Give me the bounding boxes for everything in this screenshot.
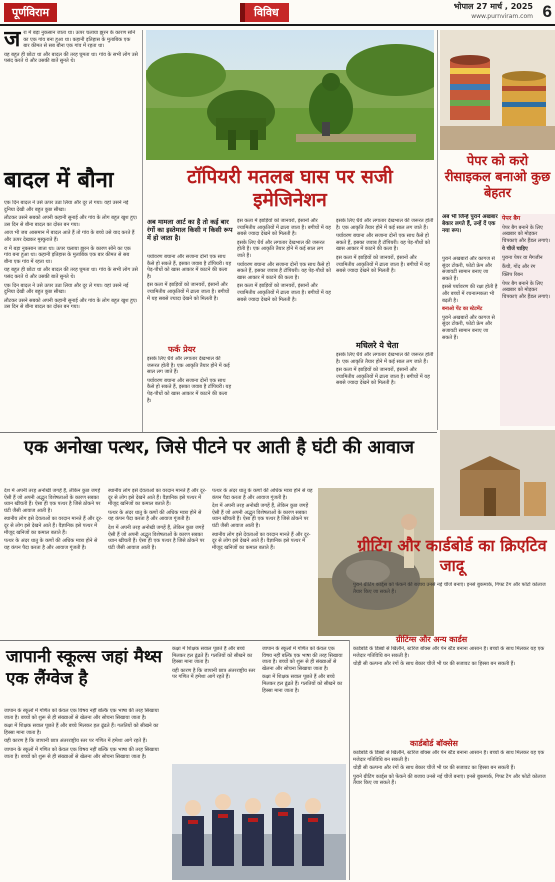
greeting-body-3 [353, 750, 553, 878]
greeting-body-2 [353, 646, 553, 732]
paragraph: देश में अपनी तरह अनोखी जगहें हैं, लेकिन कुछ जगहें ऐसी हैं जो अपनी अद्भुत विशेषताओं के कारण सबका ध्यान खींचती हैं। ऐसा ही एक पत्थर है जिसे ठोकने पर घंटी जैसी आवाज आती है। [212, 503, 309, 529]
paragraph: पुराने अखबारों और कागज से सुंदर टोकरी, फोटो फ्रेम और सजावटी सामान बनाए जा सकते हैं। [442, 314, 495, 341]
greeting-subhead-2: कार्डबोर्ड बॉक्सेस [410, 739, 458, 748]
paragraph: आज भी जब आसमान में बादल आते हैं तो गांव के बच्चे उसे याद करते हैं और ऊपर देखकर मुस्कुराते हैं। [4, 230, 135, 243]
list-item: ये चीजें चाहिए [502, 246, 528, 253]
column-divider [142, 30, 143, 432]
paragraph: इसके लिए धैर्य और लगातार देखभाल की जरूरत होती है। एक आकृति तैयार होने में कई साल लग जाते हैं। [147, 356, 230, 376]
paragraph: इस कला में झाड़ियों को जानवरों, इंसानों और ज्यामितीय आकृतियों में ढाला जाता है। बगीचों में यह सबसे ज्यादा देखने को मिलती है। [336, 254, 430, 275]
paragraph: इस कला में झाड़ियों को जानवरों, इंसानों और ज्यामितीय आकृतियों में ढाला जाता है। बगीचों में यह सबसे ज्यादा देखने को मिलती है। [237, 283, 331, 303]
horizontal-divider [0, 640, 349, 641]
paper-headline: पेपर को करो रीसाइकल बनाओ कुछ बेहतर [444, 154, 551, 201]
dwarf-dropcap: ज [4, 30, 21, 52]
topiary-body-col1b [147, 356, 233, 428]
paragraph: पुराने ग्रीटिंग कार्ड्स को फेंकने की बजाय उनसे नई चीजें बनाएं। इनसे बुकमार्क, गिफ्ट टैग और फोटो कोलाज तैयार किए जा सकते हैं। [353, 773, 546, 787]
site-url[interactable]: www.purnviram.com [471, 13, 533, 20]
column-divider [349, 640, 350, 880]
paragraph: कार्डबोर्ड के डिब्बों से खिलौने, स्टोरेज बॉक्स और पेन स्टैंड बनाना आसान है। बच्चों के साथ मिलकर यह एक मजेदार गतिविधि बन सकती है। [353, 646, 545, 659]
japan-body-col3 [262, 646, 346, 762]
topiary-illustration [146, 30, 434, 160]
horizontal-divider [0, 432, 437, 433]
paragraph: इस कला में झाड़ियों को जानवरों, इंसानों और ज्यामितीय आकृतियों में ढाला जाता है। बगीचों में यह सबसे ज्यादा देखने को मिलती है। [336, 367, 430, 387]
paragraph: पुराने ग्रीटिंग कार्ड्स को फेंकने की बजाय उनसे नई चीजें बनाएं। इनसे बुकमार्क, गिफ्ट टैग और फोटो कोलाज तैयार किए जा सकते हैं। [353, 582, 546, 595]
stone-body-col2 [108, 488, 208, 636]
paragraph: जापान के स्कूलों में गणित को केवल एक विषय नहीं बल्कि एक भाषा की तरह सिखाया जाता है। बच्चों को शुरू से ही संख्याओं से खेलना और सोचना सिखाया जाता है। [4, 708, 159, 721]
date-text: भोपाल 27 मार्च , 2025 [453, 2, 533, 11]
paragraph: पुराने अखबारों और कागज से सुंदर टोकरी, फोटो फ्रेम और सजावटी सामान बनाए जा सकते हैं। [442, 256, 495, 282]
school-illustration [172, 764, 346, 880]
paragraph: देश में अपनी तरह अनोखी जगहें हैं, लेकिन कुछ जगहें ऐसी हैं जो अपनी अद्भुत विशेषताओं के कारण सबका ध्यान खींचती हैं। ऐसा ही एक पत्थर है जिसे ठोकने पर घंटी जैसी आवाज आती है। [4, 488, 101, 514]
topiary-body-col3b [336, 352, 434, 428]
paragraph: इसके लिए धैर्य और लगातार देखभाल की जरूरत होती है। एक आकृति तैयार होने में कई साल लग जाते हैं। [336, 218, 434, 231]
paragraph: इस कला में झाड़ियों को जानवरों, इंसानों और ज्यामितीय आकृतियों में ढाला जाता है। बगीचों में यह सबसे ज्यादा देखने को मिलती है। [147, 282, 230, 302]
paragraph: पर्यावरण बचाना और सजाना दोनों एक साथ कैसे हो सकते हैं, इसका जवाब है टॉपियरी। यह पेड़-पौधों को खास आकार में काटने की कला है। [237, 261, 331, 281]
column-divider [437, 30, 438, 430]
school-children-photo [172, 764, 346, 880]
paragraph: पर्यावरण बचाना और सजाना दोनों एक साथ कैसे हो सकते हैं, इसका जवाब है टॉपियरी। यह पेड़-पौधों को खास आकार में काटने की कला है। [336, 233, 430, 253]
stone-body-col1 [4, 488, 104, 636]
topiary-byline: मधिलरे ये चेता [356, 341, 399, 350]
topiary-subhead: फर्क प्रेयर [168, 345, 196, 354]
paragraph: पेपर बैग बनाने के लिए अखबार को मोड़कर चिपकाएं और हैंडल लगाएं। [502, 280, 551, 300]
paper-craft-illustration [440, 30, 555, 150]
topiary-photo [146, 30, 434, 160]
topiary-headline: टॉपियरी मतलब घास पर सजी इमेजिनेशन [187, 166, 393, 211]
dwarf-body-cont [4, 200, 138, 428]
section-label: विविध [240, 3, 289, 22]
paragraph: लौटकर उसने सबको अपनी कहानी सुनाई और गांव के लोग बहुत खुश हुए। उस दिन से बौना बादल का दोस्त बन गया। [4, 215, 138, 228]
paragraph: कार्डबोर्ड के डिब्बों से खिलौने, स्टोरेज बॉक्स और पेन स्टैंड बनाना आसान है। बच्चों के साथ मिलकर यह एक मजेदार गतिविधि बन सकती है। [353, 750, 545, 763]
paragraph: यही कारण है कि जापानी छात्र अंतरराष्ट्रीय स्तर पर गणित में हमेशा आगे रहते हैं। [172, 667, 256, 681]
paragraph: जापान के स्कूलों में गणित को केवल एक विषय नहीं बल्कि एक भाषा की तरह सिखाया जाता है। बच्चों को शुरू से ही संख्याओं से खेलना और सोचना सिखाया जाता है। [262, 646, 343, 672]
topiary-body-col2 [237, 218, 332, 428]
paragraph: इसके लिए धैर्य और लगातार देखभाल की जरूरत होती है। एक आकृति तैयार होने में कई साल लग जाते हैं। [336, 352, 434, 365]
cardboard-craft-photo [440, 430, 555, 530]
paragraph: पत्थर के अंदर धातु के कणों की अधिक मात्रा होने से यह कंपन पैदा करता है और आवाज गूंजती है। [4, 538, 98, 551]
page-number: 6 [542, 2, 552, 21]
subhead: बनाओ पेंट का स्टेटमेंट [442, 306, 483, 313]
sidebar-title: पेपर बैग [502, 215, 521, 222]
paper-body [442, 256, 498, 426]
paragraph: जापान के स्कूलों में गणित को केवल एक विषय नहीं बल्कि एक भाषा की तरह सिखाया जाता है। बच्चों को शुरू से ही संख्याओं से खेलना और सोचना सिखाया जाता है। [4, 746, 159, 760]
paragraph: इस कला में झाड़ियों को जानवरों, इंसानों और ज्यामितीय आकृतियों में ढाला जाता है। बगीचों में यह सबसे ज्यादा देखने को मिलती है। [237, 218, 331, 238]
paper-sidebar [500, 214, 555, 426]
paragraph: एक दिन बादल ने उसे ऊपर उठा लिया और दूर ले गया। वहां उसने नई दुनिया देखी और बहुत कुछ सीखा। [4, 282, 129, 296]
greeting-body-1 [353, 582, 553, 632]
brand-logo: पूर्णविराम [4, 3, 57, 22]
paragraph: यह बहुत ही छोटा था और बादल की तरह घूमता था। गांव के सभी लोग उसे पसंद करते थे और उसकी बातें सुनते थे। [4, 267, 138, 280]
dwarf-body [4, 30, 138, 164]
paragraph: पर्यावरण बचाना और सजाना दोनों एक साथ कैसे हो सकते हैं, इसका जवाब है टॉपियरी। यह पेड़-पौधों को खास आकार में काटने की कला है। [147, 254, 232, 280]
paragraph: पत्थर के अंदर धातु के कणों की अधिक मात्रा होने से यह कंपन पैदा करता है और आवाज गूंजती है। [212, 488, 313, 501]
paper-lead: अब भी जिन्हें पुराने अखबार बेकार लगते हैं, उन्हें दें एक नया रूप। [442, 214, 498, 234]
paragraph: स्थानीय लोग इसे देवताओं का वरदान मानते हैं और दूर-दूर से लोग इसे देखने आते हैं। वैज्ञानिक इसे पत्थर में मौजूद खनिजों का कमाल बताते हैं। [108, 488, 207, 508]
paragraph: यही कारण है कि जापानी छात्र अंतरराष्ट्रीय स्तर पर गणित में हमेशा आगे रहते हैं। [4, 738, 148, 745]
paragraph: लौटकर उसने सबको अपनी कहानी सुनाई और गांव के लोग बहुत खुश हुए। उस दिन से बौना बादल का दोस्त बन गया। [4, 297, 138, 311]
stone-headline: एक अनोखा पत्थर, जिसे पीटने पर आती है घंटी की आवाज [24, 437, 414, 458]
japan-headline: जापानी स्कूल्स जहां मैथ्स एक लैंग्वेज है [6, 647, 162, 689]
japan-body-col1 [4, 708, 168, 878]
greeting-headline: ग्रीटिंग और कार्डबोर्ड का क्रिएटिव जादू [357, 536, 547, 575]
paragraph: कक्षा में शिक्षक सवाल पूछते हैं और बच्चे मिलकर हल ढूंढते हैं। गलतियों को सीखने का हिस्सा माना जाता है। [4, 723, 159, 736]
paragraph: पत्थर के अंदर धातु के कणों की अधिक मात्रा होने से यह कंपन पैदा करता है और आवाज गूंजती है। [108, 509, 202, 523]
list-item: कैंची, गोंद और रंग [502, 263, 536, 270]
list-item: पुराना पेपर या मैगजीन [502, 254, 543, 261]
paragraph: स्थानीय लोग इसे देवताओं का वरदान मानते हैं और दूर-दूर से लोग इसे देखने आते हैं। वैज्ञानिक इसे पत्थर में मौजूद खनिजों का कमाल बताते हैं। [4, 516, 103, 536]
paragraph: थोड़ी सी कल्पना और रंगों के साथ बेकार चीजें भी घर की सजावट का हिस्सा बन सकती हैं। [353, 661, 516, 668]
paragraph: रा में बड़ा नुकसान जाता था। ऊपर चलाया झुरन के कारण सोने का एक गांव बना हुआ था। कहानी इतिहास के मुताबिक एक बार कीमत से सब बौना एक गांव में रहता था। [23, 30, 136, 50]
dwarf-headline: बादल में बौना [4, 168, 114, 193]
paragraph: थोड़ी सी कल्पना और रंगों के साथ बेकार चीजें भी घर की सजावट का हिस्सा बन सकती हैं। [353, 765, 516, 772]
paragraph: कक्षा में शिक्षक सवाल पूछते हैं और बच्चे मिलकर हल ढूंढते हैं। गलतियों को सीखने का हिस्सा माना जाता है। [172, 646, 253, 666]
topiary-body-col1 [147, 254, 233, 344]
greeting-subhead-1: ग्रीटिंग्स और अन्य कार्डस [396, 635, 468, 644]
paragraph: स्थानीय लोग इसे देवताओं का वरदान मानते हैं और दूर-दूर से लोग इसे देखने आते हैं। वैज्ञानिक इसे पत्थर में मौजूद खनिजों का कमाल बताते हैं। [212, 531, 311, 551]
paragraph: यह बहुत ही छोटा था और बादल की तरह घूमता था। गांव के सभी लोग उसे पसंद करते थे और उसकी बातें सुनते थे। [4, 51, 138, 65]
paragraph: कक्षा में शिक्षक सवाल पूछते हैं और बच्चे मिलकर हल ढूंढते हैं। गलतियों को सीखने का हिस्सा माना जाता है। [262, 674, 343, 694]
topiary-body-col3 [336, 218, 434, 338]
japan-body-col2 [172, 646, 258, 762]
paragraph: रा में बड़ा नुकसान जाता था। ऊपर चलाया झुरन के कारण सोने का एक गांव बना हुआ था। कहानी इतिहास के मुताबिक एक बार कीमत से सब बौना एक गांव में रहता था। [4, 245, 131, 265]
paragraph: पर्यावरण बचाना और सजाना दोनों एक साथ कैसे हो सकते हैं, इसका जवाब है टॉपियरी। यह पेड़-पौधों को खास आकार में काटने की कला है। [147, 377, 232, 404]
paragraph: इससे पर्यावरण की रक्षा होती है और बच्चों में रचनात्मकता भी बढ़ती है। [442, 284, 498, 304]
stone-body-col3 [212, 488, 314, 636]
paragraph: देश में अपनी तरह अनोखी जगहें हैं, लेकिन कुछ जगहें ऐसी हैं जो अपनी अद्भुत विशेषताओं के कारण सबका ध्यान खींचती हैं। ऐसा ही एक पत्थर है जिसे ठोकने पर घंटी जैसी आवाज आती है। [108, 524, 205, 551]
issue-date [454, 2, 533, 22]
paper-craft-photo [440, 30, 555, 150]
paragraph: पेपर बैग बनाने के लिए अखबार को मोड़कर चिपकाएं और हैंडल लगाएं। [502, 224, 551, 244]
paragraph: एक दिन बादल ने उसे ऊपर उठा लिया और दूर ले गया। वहां उसने नई दुनिया देखी और बहुत कुछ सीखा। [4, 200, 129, 213]
topiary-lead: अब मामला आर्ट का है तो कई बार रंगों का इस्तेमाल किसी न किसी रूप में हो जाता है। [147, 218, 233, 242]
masthead [0, 0, 555, 26]
list-item: क्लिप रिबन [502, 272, 523, 279]
paragraph: इसके लिए धैर्य और लगातार देखभाल की जरूरत होती है। एक आकृति तैयार होने में कई साल लग जाते हैं। [237, 239, 325, 259]
cardboard-illustration [440, 430, 555, 530]
